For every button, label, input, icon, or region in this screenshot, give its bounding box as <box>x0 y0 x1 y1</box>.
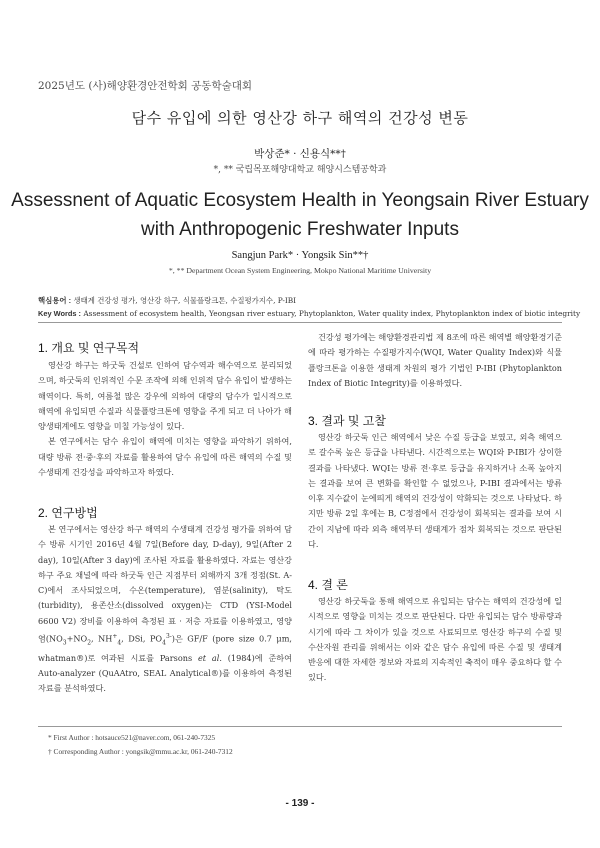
section2-heading: 2. 연구방법 <box>38 506 98 520</box>
korean-keywords-text: 생태계 건강성 평가, 영산강 하구, 식물플랑크톤, 수질평가지수, P-IBI <box>73 296 297 305</box>
section1-paragraph1: 영산강 하구는 하굿둑 건설로 인하여 담수역과 해수역으로 분리되었으며, 하굿둑의 인위적인 수문 조작에 의해 인위적 담수 유입이 발생하는 해역이다. 특히, 여름철 많은 강우에 의하여 대량의 담수가 일시적으로 해역에 유입되면 수질과 식물플랑크톤에 영향을 주게 되고 더 나아가 해양생태계에도 영향을 미칠 가능성이 있다. <box>38 360 292 432</box>
section2-paragraph1: 본 연구에서는 영산강 하구 해역의 수생태계 건강성 평가를 위하여 담수 방류 시기인 2016년 4월 7일(Before day, D-day), 9일(After 2 day), 10일(After 3 day)에 조사된 자료를 활용하였다. 자료는 영산강 하구 주요 채널에 따라 하굿둑 인근 지점부터 외해까지 3개 정점(St. A-C)에서 조사되었으며, 수온(temperature), 염분(salinity), 탁도(turbidity), 용존산소(dissolved oxygen)는 CTD (YSI-Model 6600 V2) 장비를 이용하여 측정된 표 · 저층 자료를 이용하였고, 영양염($NO_3+NO_2$, $NH^+_4$, DSi, $PO_4^{3-}$)은 GF/F (pore size 0.7 μm, whatman®)로 여과된 시료를 Parsons et al. (1984)에 준하여 Auto-analyzer (QuAAtro, SEAL Analytical®)를 이용하여 측정된 자료를 분석하였다. <box>38 524 292 694</box>
english-title <box>0 186 600 244</box>
section4-heading: 4. 결 론 <box>308 578 348 592</box>
keywords-block <box>38 294 581 320</box>
section1-heading: 1. 개요 및 연구목적 <box>38 341 140 355</box>
korean-keywords-label: 핵심용어 : <box>38 296 72 305</box>
section1-body <box>38 358 292 480</box>
english-keywords <box>38 307 581 320</box>
korean-affiliation: *, ** 국립목포해양대학교 해양시스템공학과 <box>213 165 387 175</box>
section2-body <box>38 522 292 697</box>
keywords-divider <box>38 322 562 323</box>
section3-heading: 3. 결과 및 고찰 <box>308 414 386 428</box>
footnote-divider <box>38 726 562 727</box>
footnote-corresponding-author: † Corresponding Author : yongsik@mmu.ac.kr, 061-240-7312 <box>48 747 233 756</box>
english-title-line2: with Anthropogenic Freshwater Inputs <box>141 219 459 240</box>
section4-paragraph1: 영산강 하굿둑을 통해 해역으로 유입되는 담수는 해역의 건강성에 일시적으로 영향을 미치는 것으로 판단된다. 다만 유입되는 담수 방류량과 시기에 따라 그 차이가 있을 것으로 사료되므로 영산강 하구의 수질 및 수산자원 관리를 위해서는 이와 같은 담수 유입에 따른 수질 및 생태계 반응에 대한 자세한 정보와 자료의 지속적인 축적이 매우 중요하다 할 수 있다. <box>308 596 562 683</box>
korean-authors: 박상준* · 신용식**† <box>254 148 346 160</box>
page-number: - 139 - <box>285 798 315 809</box>
english-title-line1: Assessnent of Aquatic Ecosystem Health in Yeongsain River Estuary <box>11 190 589 211</box>
section2-paragraph2: 건강성 평가에는 해양환경관리법 제 8조에 따른 해역별 해양환경기준에 따라 평가하는 수질평가지수(WQI, Water Quality Index)와 식물플랑크톤을 이용한 생태계 차원의 평가 기법인 P-IBI (Phytoplankton Index of Biotic Integrity)를 이용하였다. <box>308 332 562 388</box>
korean-keywords <box>38 294 568 307</box>
footnote-first-author: * First Author : hotsauce521@naver.com, 061-240-7325 <box>48 733 216 742</box>
section3-body <box>308 430 562 552</box>
section3-paragraph1: 영산강 하굿둑 인근 해역에서 낮은 수질 등급을 보였고, 외측 해역으로 갈수록 높은 등급을 나타낸다. 시간적으로는 WQI와 P-IBI가 상이한 결과를 나타냈다. WQI는 방류 전·후로 등급을 유지하거나 소폭 높아지는 결과를 보여 큰 변화를 확인할 수 없었으나, P-IBI 결과에서는 방류 이후 지수값이 눈에띄게 해역의 건강성이 악화되는 것으로 나타났다. 하지만 방류 2일 후에는 B, C정점에서 건강성이 회복되는 결과를 보여 시간이 지남에 따라 외측 해역부터 생태계가 점차 회복되는 것으로 판단된다. <box>308 432 562 550</box>
english-authors: Sangjun Park* · Yongsik Sin**† <box>231 250 369 261</box>
conference-name: 2025년도 (사)해양환경안전학회 공동학술대회 <box>38 80 253 92</box>
english-affiliation: *, ** Department Ocean System Engineering, Mokpo National Maritime University <box>168 266 432 275</box>
korean-title: 담수 유입에 의한 영산강 하구 해역의 건강성 변동 <box>131 109 469 127</box>
section1-paragraph2: 본 연구에서는 담수 유입이 해역에 미치는 영향을 파악하기 위하여, 대량 방류 전·중·후의 자료를 활용하여 담수 유입에 따른 해역의 수질 및 수생태계 건강성을 파악하고자 하였다. <box>38 436 292 478</box>
english-keywords-text: Assessment of ecosystem health, Yeongsan river estuary, Phytoplankton, Water quality index, Phytoplankton index of biotic integrity <box>83 309 581 318</box>
section4-body <box>308 594 562 686</box>
section2-continued <box>308 330 562 391</box>
english-keywords-label: Key Words : <box>38 309 81 318</box>
